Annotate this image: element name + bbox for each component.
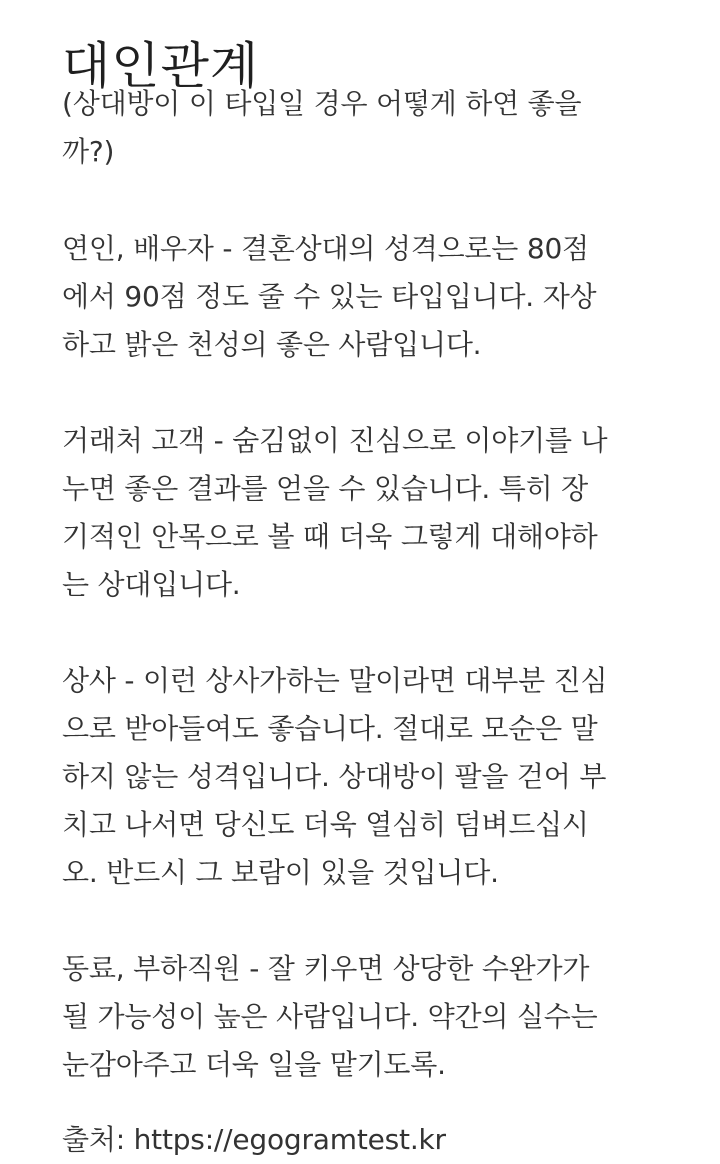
paragraph-colleague [62, 945, 662, 1089]
paragraph-line: 상사 - 이런 상사가하는 말이라면 대부분 진심 [62, 664, 608, 697]
source-line: 출처: https://egogramtest.kr [62, 1123, 446, 1156]
paragraph-line: 오. 반드시 그 보람이 있을 것입니다. [62, 856, 499, 889]
paragraph-line: 눈감아주고 더욱 일을 맡기도록. [62, 1048, 446, 1081]
page-title: 대인관계 [62, 36, 260, 95]
subtitle [62, 80, 662, 176]
paragraph-client [62, 417, 662, 609]
paragraph-line: 하고 밝은 천성의 좋은 사람입니다. [62, 328, 482, 361]
paragraph-line: 치고 나서면 당신도 더욱 열심히 덤벼드십시 [62, 808, 589, 841]
paragraph-line: 동료, 부하직원 - 잘 키우면 상당한 수완가가 [62, 952, 590, 985]
subtitle-line: (상대방이 이 타입일 경우 어떻게 하연 좋을 [62, 87, 582, 120]
paragraph-boss [62, 657, 662, 897]
subtitle-line: 까?) [62, 135, 115, 168]
paragraph-line: 될 가능성이 높은 사람입니다. 약간의 실수는 [62, 1000, 598, 1033]
paragraph-line: 으로 받아들여도 좋습니다. 절대로 모순은 말 [62, 712, 598, 745]
paragraph-line: 누면 좋은 결과를 얻을 수 있습니다. 특히 장 [62, 472, 589, 505]
paragraph-line: 기적인 안목으로 볼 때 더욱 그렇게 대해야하 [62, 520, 598, 553]
paragraph-lover [62, 225, 662, 369]
paragraph-line: 는 상대입니다. [62, 568, 241, 601]
source-citation [62, 1116, 662, 1164]
paragraph-line: 연인, 배우자 - 결혼상대의 성격으로는 80점 [62, 232, 589, 265]
paragraph-line: 거래처 고객 - 숨김없이 진심으로 이야기를 나 [62, 424, 608, 457]
paragraph-line: 하지 않는 성격입니다. 상대방이 팔을 걷어 부 [62, 760, 607, 793]
paragraph-line: 에서 90점 정도 줄 수 있는 타입입니다. 자상 [62, 280, 597, 313]
